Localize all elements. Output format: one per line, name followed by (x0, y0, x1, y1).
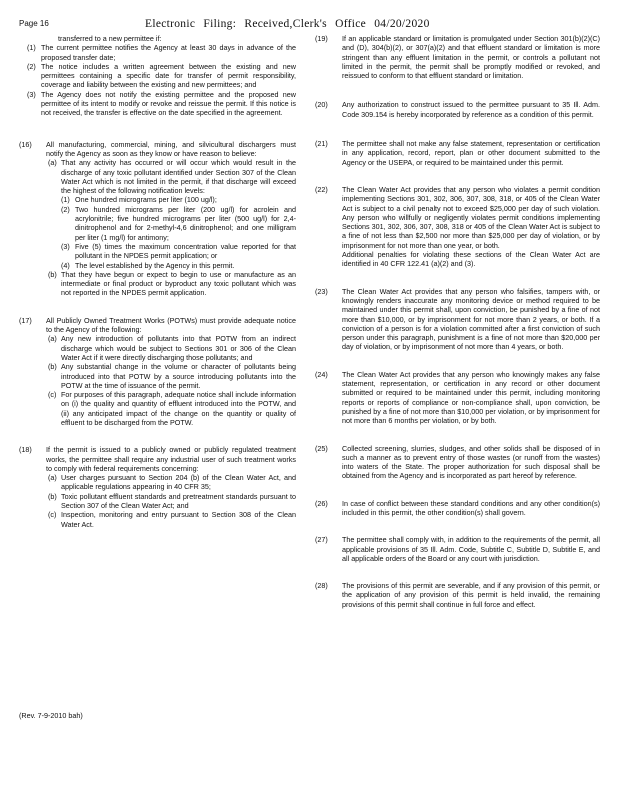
filing-stamp: Electronic Filing: Received,Clerk's Office 04/20/2020 (145, 18, 430, 30)
section-number: (23) (315, 286, 328, 296)
item-number: (a) (48, 158, 57, 168)
list-item (46, 334, 296, 362)
section-26 (315, 499, 600, 518)
section-number: (28) (315, 581, 328, 591)
section-number: (20) (315, 100, 328, 110)
item-text: User charges pursuant to Section 204 (b) of the Clean Water Act, and applicable regulations appearing in 40 CFR 35; (61, 473, 296, 492)
section-number: (17) (19, 315, 32, 325)
item-text: The level established by the Agency in this permit. (75, 260, 235, 270)
section-text: The provisions of this permit are severable, and if any provision of this permit, or the application of any provision of this permit is held invalid, the remaining provisions of this permit shall continue in full force and effect. (342, 581, 600, 609)
item-number: (3) (27, 89, 36, 99)
list-item (46, 473, 296, 492)
right-column (315, 34, 600, 609)
item-text: Any new introduction of pollutants into that POTW from an indirect discharge which would be subject to Sections 301 or 306 of the Clean Water Act if it were directly discharging those pollutants; and (61, 334, 296, 362)
section-text: The Clean Water Act provides that any person who falsifies, tampers with, or knowingly renders inaccurate any monitoring device or method required to be maintained under this permit shall, upon conviction, be punished by a fine of not more than $10,000, or by imprisonment for not more than 2 years, or both. If a conviction of a person is for a violation committed after a first conviction of such person under this paragraph, punishment is a fine of not more than $20,000 per day of violation, or by imprisonment of not more than 4 years, or both. (342, 286, 600, 352)
item-number: (c) (48, 390, 57, 400)
section-text: If an applicable standard or limitation is promulgated under Section 301(b)(2)(C) and (D), 304(b)(2), or 307(a)(2) and that effluent standard or limitation is more stringent than any effluent limitation in the permit, or controls a pollutant not limited in the permit, the permit shall be promptly modified or revoked, and reissued to conform to that effluent standard or limitation. (342, 34, 600, 81)
continuation-text: transferred to a new permittee if: (58, 34, 162, 43)
left-column (19, 34, 296, 529)
section-number: (25) (315, 443, 328, 453)
section-25 (315, 444, 600, 481)
section-28 (315, 581, 600, 609)
page-number: Page 16 (19, 19, 49, 28)
item-number: (2) (27, 61, 36, 71)
revision-note: (Rev. 7-9-2010 bah) (19, 711, 83, 720)
list-item (61, 261, 296, 270)
section-text: The permittee shall not make any false statement, representation or certification in any application, record, report, plan or other document submitted to the Agency or the USEPA, or required to be maintained under this permit. (342, 139, 600, 167)
item-number: (1) (61, 195, 70, 205)
section-24 (315, 370, 600, 426)
section-number: (19) (315, 34, 328, 43)
item-text: Five (5) times the maximum concentration value reported for that pollutant in the NPDES permit application; or (75, 241, 296, 261)
list-item (61, 242, 296, 261)
section-number: (22) (315, 184, 328, 194)
item-number: (a) (48, 334, 57, 344)
list-item (46, 362, 296, 390)
section-27 (315, 535, 600, 563)
section-number: (27) (315, 535, 328, 545)
section-text: The Clean Water Act provides that any person who knowingly makes any false statement, representation, or certification in any record or other document submitted or required to be maintained under this permit, including monitoring reports or reports of compliance or non-compliance shall, upon conviction, be punished by a fine of not more than $10,000 per violation, or by imprisonment for not more than 6 months per violation, or by both. (342, 369, 600, 426)
section-text: If the permit is issued to a publicly owned or publicly regulated treatment works, the permittee shall require any industrial user of such treatment works to comply with federal requirements concerning: (46, 445, 296, 473)
section-20 (315, 100, 600, 119)
section-22 (315, 185, 600, 269)
item-text: One hundred micrograms per liter (100 ug/l); (75, 195, 217, 205)
item-text: The notice includes a written agreement between the existing and new permittees containing a specific date for transfer of permit responsibility, coverage and liability between the existing and new permittees; and (41, 61, 296, 90)
list-item (19, 43, 296, 62)
list-item (19, 62, 296, 90)
list-item (19, 90, 296, 118)
item-text: That any activity has occurred or will occur which would result in the discharge of any toxic pollutant identified under Section 307 of the Clean Water Act which is not limited in the permit, if that discharge will exceed the highest of the following notification levels: (61, 158, 296, 196)
item-number: (c) (48, 510, 57, 520)
section-number: (18) (19, 445, 32, 455)
item-number: (3) (61, 241, 70, 251)
section-number: (16) (19, 139, 32, 149)
item-text: That they have begun or expect to begin to use or manufacture as an intermediate or final product or byproduct any toxic pollutant which was not reported in the NPDES permit application. (61, 269, 296, 298)
section-number: (26) (315, 498, 328, 508)
list-item (46, 158, 296, 270)
section-number: (21) (315, 139, 328, 149)
list-item (46, 270, 296, 298)
section-text: Collected screening, slurries, sludges, and other solids shall be disposed of in such a manner as to prevent entry of those wastes (or runoff from the wastes) into waters of the State. The proper authorization for such disposal shall be obtained from the Agency and is incorporated as part hereof by reference. (342, 443, 600, 481)
list-item (61, 195, 296, 204)
section-text: All manufacturing, commercial, mining, and silvicultural dischargers must notify the Agency as soon as they know or have reason to believe: (46, 139, 296, 158)
section-23 (315, 287, 600, 352)
section-text: In case of conflict between these standard conditions and any other condition(s) included in this permit, the other condition(s) shall govern. (342, 498, 600, 517)
section-18 (19, 445, 296, 529)
item-number: (b) (48, 269, 57, 279)
section-text: The Clean Water Act provides that any person who violates a permit condition implementing Sections 301, 302, 306, 307, 308, 318, or 405 of the Clean Water Act is subject to a civil penalty not to exceed $25,000 per day of such violation. Any person who willfully or negligently violates permit conditions implementing Sections 301, 302, 306, 307, 308, 318 or 405 of the Clean Water Act is subject to a fine of not less than $2,500 nor more than $25,000 per day of violation, or by imprisonment for not more than one year, or both. (342, 184, 600, 250)
list-item (46, 390, 296, 427)
transfer-conditions (19, 43, 296, 117)
section-text: The permittee shall comply with, in addition to the requirements of the permit, all applicable provisions of 35 Ill. Adm. Code, Subtitle C, Subtitle D, Subtitle E, and all applicable orders of the Board or any court with jurisdiction. (342, 535, 600, 563)
item-text: For purposes of this paragraph, adequate notice shall include information on (i) the quality and quantity of effluent introduced into the POTW, and (ii) any anticipated impact of the change on the quantity or quality of effluent to be discharged from the POTW. (61, 390, 296, 427)
section-extra-text: Additional penalties for violating these sections of the Clean Water Act are identified in 40 CFR 122.41 (a)(2) and (3). (342, 250, 600, 269)
section-19 (315, 34, 600, 80)
list-item (46, 510, 296, 529)
item-text: Toxic pollutant effluent standards and pretreatment standards pursuant to Section 307 of the Clean Water Act; and (61, 491, 296, 511)
item-number: (2) (61, 204, 70, 214)
item-number: (b) (48, 491, 57, 501)
item-number: (a) (48, 473, 57, 483)
list-item (46, 492, 296, 511)
item-text: Any substantial change in the volume or character of pollutants being introduced into that POTW by a source introducing pollutants into the POTW at the time of issuance of the permit. (61, 362, 296, 390)
section-number: (24) (315, 369, 328, 379)
section-16 (19, 140, 296, 298)
item-text: The Agency does not notify the existing permittee and the proposed new permittee of its intent to modify or revoke and reissue the permit. If this notice is not received, the transfer is effective on the date specified in the agreement. (41, 89, 296, 118)
item-text: Two hundred micrograms per liter (200 ug/l) for acrolein and acrylonitrile; five hundred micrograms per liter (500 ug/l) for 2,4-dinitrophenol and for 2-methyl-4,6 dinitrophenol; and one milligram per liter (1 mg/l) for antimony; (75, 204, 296, 242)
list-item (61, 205, 296, 242)
section-17 (19, 316, 296, 428)
item-text: The current permittee notifies the Agency at least 30 days in advance of the proposed transfer date; (41, 43, 296, 62)
item-number: (4) (61, 260, 70, 270)
section-21 (315, 139, 600, 167)
item-number: (1) (27, 43, 36, 53)
section-text: Any authorization to construct issued to the permittee pursuant to 35 Ill. Adm. Code 309.154 is hereby incorporated by reference as a condition of this permit. (342, 100, 600, 119)
item-number: (b) (48, 362, 57, 372)
item-text: Inspection, monitoring and entry pursuant to Section 308 of the Clean Water Act. (61, 510, 296, 529)
section-text: All Publicly Owned Treatment Works (POTWs) must provide adequate notice to the Agency of the following: (46, 315, 296, 335)
